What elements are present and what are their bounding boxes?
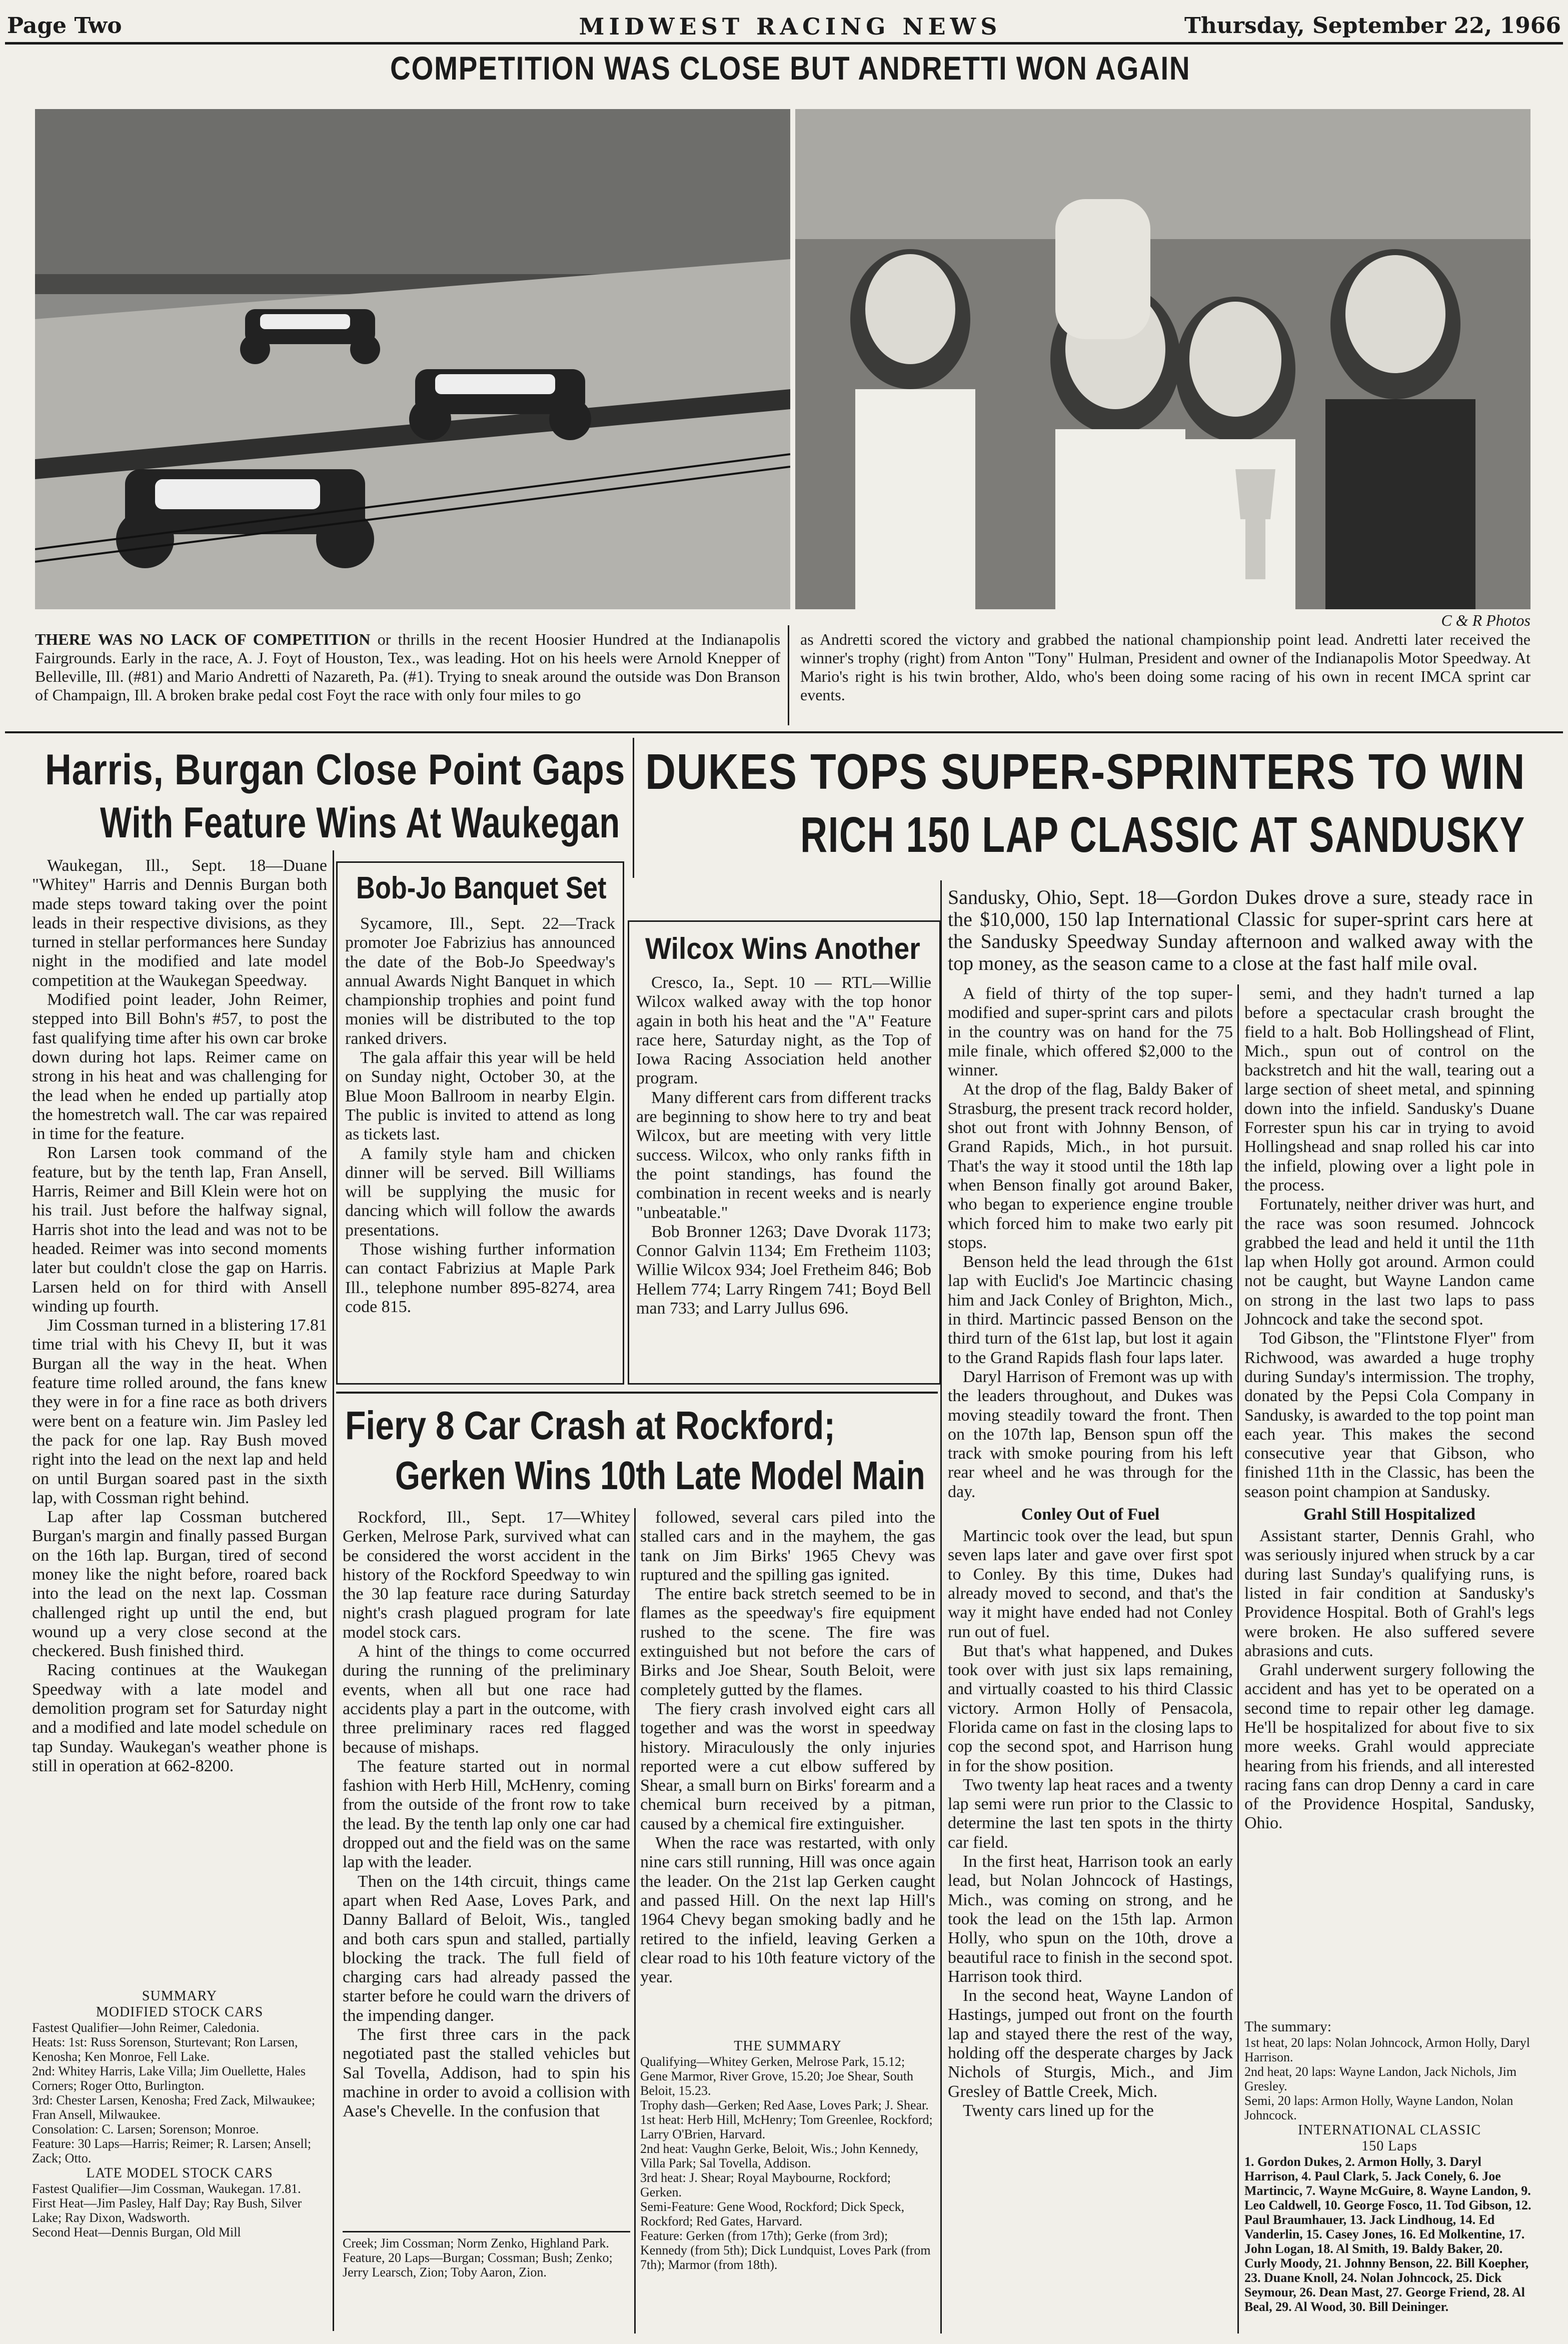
bobjo-article [345, 914, 615, 1375]
summary-title: THE SUMMARY [734, 2038, 842, 2054]
waukegan-headline-1: Harris, Burgan Close Point Gaps [45, 746, 626, 794]
section-rule [5, 731, 1563, 733]
sandusky-paragraph: At the drop of the flag, Baldy Baker of Strasburg, the present track record holder, shot out front with Johnny Benson, of Grand Rapids, Mich., in hot pursuit. That's the way it stood until the 18th lap when Benson finally got around Baker, who began to experience engine trouble which forced him to make two early pit stops. [948, 1080, 1233, 1252]
sandusky-paragraph: In the second heat, Wayne Landon of Hastings, jumped out front on the fourth lap and stayed there the rest of the way, holding off the desperate charges by Jack Nichols of Sturgis, Mich., and Jim Gresley of Battle Creek, Mich. [948, 1986, 1233, 2101]
bobjo-paragraph: The gala affair this year will be held on Sunday night, October 30, at the Blue Moon Ballroom in nearby Elgin. The public is invited to attend as long as tickets last. [345, 1048, 615, 1144]
rockford-rule [336, 1392, 938, 1394]
sandusky-headline-1: DUKES TOPS SUPER-SPRINTERS TO WIN [645, 744, 1526, 800]
wilcox-paragraph: Bob Bronner 1263; Dave Dvorak 1173; Connor Galvin 1134; Em Fretheim 1103; Willie Wilcox 934; Joel Fretheim 846; Bob Hellem 774; Larry Ringem 741; Boyd Bell man 733; and Larry Jullus 696. [636, 1222, 931, 1318]
wilcox-paragraph: Cresco, Ia., Sept. 10 — RTL—Willie Wilcox walked away with the top honor again in both his heat and the "A" Feature race here, Saturday night, as the Top of Iowa Racing Association held another program. [636, 973, 931, 1088]
newspaper-name: MIDWEST RACING NEWS [579, 13, 1002, 40]
summary-line: Second Heat—Dennis Burgan, Old Mill [32, 2225, 241, 2239]
photo-trophy-presentation [795, 109, 1530, 609]
column-divider [940, 880, 942, 2333]
rockford-paragraph: The entire back stretch seemed to be in flames as the speedway's fire equipment rushed to the scene. The fire was extinguished but not before the cars of Birks and Joe Shear, South Beloit, were completely gutted by the flames. [640, 1585, 935, 1699]
wilcox-article [636, 973, 931, 1377]
masthead [0, 0, 1568, 42]
bobjo-headline: Bob-Jo Banquet Set [356, 871, 607, 905]
photo-race-cars [35, 109, 790, 609]
summary-line: Qualifying—Whitey Gerken, Melrose Park, 15.12; Gene Marmor, River Grove, 15.20; Joe Shear, South Beloit, 15.23. [640, 2054, 913, 2098]
photo-credit: C & R Photos [1441, 611, 1530, 629]
photo-feature-headline: COMPETITION WAS CLOSE BUT ANDRETTI WON AGAIN [390, 50, 1191, 87]
sandusky-paragraph: A field of thirty of the top super-modified and super-sprint cars and pilots in the country was on hand for the 75 mile finale, which offered $2,000 to the winner. [948, 984, 1233, 1080]
sandusky-paragraph: Fortunately, neither driver was hurt, and the race was soon resumed. Johncock grabbed the lead and held it until the 11th lap when Holly got around. Armon could not be caught, but Wayne Landon came on strong in the last two laps to pass Johncock and take the second spot. [1244, 1195, 1534, 1329]
summary-line: Semi, 20 laps: Armon Holly, Wayne Landon, Nolan Johncock. [1244, 2093, 1513, 2122]
column-divider [333, 850, 334, 2331]
sandusky-paragraph: Two twenty lap heat races and a twenty lap semi were run prior to the Classic to determine the last ten spots in the thirty car field. [948, 1775, 1233, 1852]
photo-caption-right: as Andretti scored the victory and grabbed the national championship point lead. Andretti later received the winner's trophy (right) from Anton "Tony" Hulman, President and owner of the Indianapolis Motor Speedway. At Mario's right is his twin brother, Aldo, who's been doing some racing of his own in recent IMCA sprint car events. [800, 630, 1530, 704]
sandusky-paragraph: Assistant starter, Dennis Grahl, who was seriously injured when struck by a car during last Sunday's qualifying runs, is listed in fair condition at Sandusky's Providence Hospital. Both of Grahl's legs were broken. He also suffered severe abrasions and cuts. [1244, 1527, 1534, 1660]
summary-line: Heats: 1st: Russ Sorenson, Sturtevant; Ron Larsen, Kenosha; Ken Monroe, Fell Lake. [32, 2035, 298, 2064]
rockford-summary [640, 2038, 935, 2333]
rockford-article-col2 [640, 1508, 935, 2033]
waukegan-paragraph: Modified point leader, John Reimer, stepped into Bill Bohn's #57, to post the fast qualifying time after his own car broke down during hot laps. Reimer came on strong in his heat and was challenging for the lead when he ended up partially atop the homestretch wall. The car was repaired in time for the feature. [32, 990, 327, 1143]
summary-line: 2nd heat, 20 laps: Wayne Landon, Jack Nichols, Jim Gresley. [1244, 2064, 1517, 2093]
wilcox-paragraph: Many different cars from different tracks are beginning to show here to try and beat Wilcox, but are meeting with very little success. Wilcox, who only ranks fifth in the point standings, has found the combination in recent weeks and is nearly "unbeatable." [636, 1088, 931, 1222]
summary-line: 2nd: Whitey Harris, Lake Villa; Jim Ouellette, Hales Corners; Roger Otto, Burlington. [32, 2064, 306, 2093]
sandusky-summary [1244, 2018, 1534, 2333]
column-divider [1237, 984, 1239, 2333]
summary-line: Consolation: C. Larsen; Sorenson; Monroe. [32, 2122, 259, 2136]
rockford-article-col1 [343, 1508, 630, 2228]
sandusky-paragraph: Grahl underwent surgery following the accident and has yet to be operated on a second time to repair other leg damage. He'll be hospitalized for about five to six more weeks. Grahl would appreciate hearing from his friends, and all interested racing fans can drop Denny a card in care of the Providence Hospital, Sandusky, Ohio. [1244, 1661, 1534, 1833]
sandusky-paragraph: Twenty cars lined up for the [963, 2101, 1154, 2120]
rockford-paragraph: Rockford, Ill., Sept. 17—Whitey Gerken, Melrose Park, survived what can be considered the worst accident in the history of the Rockford Speedway to win the 30 lap feature race during Saturday night's crash plagued program for late model stock cars. [343, 1508, 630, 1642]
subhead-grahl: Grahl Still Hospitalized [1303, 1505, 1475, 1524]
sandusky-lead: Sandusky, Ohio, Sept. 18—Gordon Dukes drove a sure, steady race in the $10,000, 150 lap International Classic for super-sprint cars here at the Sandusky Speedway Sunday afternoon and walked away with the top money, as the season came to a close at the fast half mile oval. [948, 886, 1533, 974]
summary-late-title: LATE MODEL STOCK CARS [86, 2165, 273, 2181]
wilcox-headline: Wilcox Wins Another [645, 932, 920, 965]
summary-line: 3rd heat: J. Shear; Royal Maybourne, Rockford; Gerken. [640, 2170, 891, 2199]
waukegan-article [32, 856, 327, 1979]
masthead-rule [5, 42, 1563, 45]
summary-line: Creek; Jim Cossman; Norm Zenko, Highland Park. [343, 2236, 609, 2250]
rockford-paragraph: Then on the 14th circuit, things came apart when Red Aase, Loves Park, and Danny Ballard of Beloit, Wis., tangled and both cars spun and stalled, partially blocking the track. The full field of charging cars had already passed the starter before he could warn the drivers of the impending danger. [343, 1872, 630, 2025]
issue-date: Thursday, September 22, 1966 [1184, 13, 1561, 39]
rockford-tail-rule [343, 2231, 630, 2232]
caption-left-text: or thrills in the recent Hoosier Hundred at the Indianapolis Fairgrounds. Early in the race, A. J. Foyt of Houston, Tex., was leading. Hot on his heels were Arnold Knepper of Belleville, Ill. (#81) and Mario Andretti of Nazareth, Pa. (#1). Trying to sneak around the outside was Don Branson of Champaign, Ill. A broken brake pedal cost Foyt the race with only four miles to go [35, 630, 781, 704]
page-number: Page Two [7, 13, 122, 39]
bobjo-paragraph: A family style ham and chicken dinner will be served. Bill Williams will be supplying the music for dancing which will follow the awards presentations. [345, 1144, 615, 1240]
summary-modified-title: MODIFIED STOCK CARS [96, 2004, 264, 2020]
sandusky-paragraph: In the first heat, Harrison took an early lead, but Nolan Johncock of Hastings, Mich., was coming on strong, and he took the lead on the 15th lap. Armon Holly, who spun on the 10th, drove a beautiful race to finish in the second spot. Harrison took third. [948, 1852, 1233, 1986]
rockford-paragraph: The feature started out in normal fashion with Herb Hill, McHenry, coming from the outside of the front row to take the lead. By the tenth lap only one car had dropped out and the field was on the same lap with the leader. [343, 1757, 630, 1872]
rockford-headline-2: Gerken Wins 10th Late Model Main [395, 1453, 925, 1498]
photo-caption-left [35, 630, 780, 704]
waukegan-summary [32, 1988, 327, 2333]
rockford-paragraph: The fiery crash involved eight cars all together and was the worst in speedway history. Miraculously the only injuries reported were a cut elbow suffered by Shear, a small burn on Birks' forearm and a chemical burn received by a pitman, caused by a chemical fire extinguisher. [640, 1699, 935, 1833]
summary-line: Feature, 20 Laps—Burgan; Cossman; Bush; Zenko; Jerry Learsch, Zion; Toby Aaron, Zion. [343, 2250, 613, 2279]
bobjo-paragraph: Sycamore, Ill., Sept. 22—Track promoter Joe Fabrizius has announced the date of the Bob-Jo Speedway's annual Awards Night Banquet in which championship trophies and point fund monies will be distributed to the top ranked drivers. [345, 914, 615, 1048]
summary-intro: The summary: [1244, 2018, 1332, 2035]
column-divider [634, 1508, 636, 2333]
rockford-paragraph: A hint of the things to come occurred during the running of the preliminary events, when all but one race had accidents play a part in the outcome, with three preliminary races red flagged because of mishaps. [343, 1642, 630, 1757]
summary-line: Feature: Gerken (from 17th); Gerke (from 3rd); Kennedy (from 5th); Dick Lundquist, Loves Park (from 7th); Marmor (from 18th). [640, 2228, 931, 2272]
sandusky-headline-2: RICH 150 LAP CLASSIC AT SANDUSKY [800, 807, 1525, 863]
sandusky-paragraph: semi, and they hadn't turned a lap before a spectacular crash brought the field to a halt. Bob Hollingshead of Flint, Mich., spun out of control on the backstretch and hit the wall, tearing out a large section of sheet metal, and spinning down into the infield. Sandusky's Duane Forrester spun his car in trying to avoid Hollingshead and snap rolled his car into the infield, plowing over a light pole in the process. [1244, 984, 1534, 1195]
classic-subtitle: 150 Laps [1361, 2138, 1417, 2154]
waukegan-paragraph: Racing continues at the Waukegan Speedway with a late model and demolition program set for Saturday night and a modified and late model schedule on tap Sunday. Waukegan's weather phone is still in operation at 662-8200. [32, 1661, 327, 1775]
sandusky-paragraph: Daryl Harrison of Fremont was up with the leaders throughout, and Dukes was moving steadily toward the front. Then on the 107th lap, Benson spun off the track with smoke pouring from his left rear wheel and he was through for the day. [948, 1367, 1233, 1501]
classic-results: 1. Gordon Dukes, 2. Armon Holly, 3. Daryl Harrison, 4. Paul Clark, 5. Jack Conely, 6. Joe Martincic, 7. Wayne McGuire, 8. Wayne Landon, 9. Leo Caldwell, 10. George Fosco, 11. Tod Gibson, 12. Paul Braumhauer, 13. Jack Lindhoug, 14. Ed Vanderlin, 15. Casey Jones, 16. Ed Molkentine, 17. John Logan, 18. Al Smith, 19. Baldy Baker, 20. Curly Moody, 21. Johnny Benson, 22. Bill Koepher, 23. Duane Knoll, 24. Nolan Johncock, 25. Dick Seymour, 26. Dean Mast, 27. George Friend, 28. Al Beal, 29. Al Wood, 30. Bill Deininger. [1244, 2154, 1531, 2314]
rockford-paragraph: followed, several cars piled into the stalled cars and in the mayhem, the gas tank on Jim Birks' 1965 Chevy was ruptured and the spilling gas ignited. [640, 1508, 935, 1584]
sandusky-article-col2 [1244, 984, 1534, 2015]
waukegan-headline-2: With Feature Wins At Waukegan [100, 799, 620, 847]
caption-lead: THERE WAS NO LACK OF COMPETITION [35, 630, 371, 648]
rockford-headline-1: Fiery 8 Car Crash at Rockford; [345, 1403, 835, 1448]
bobjo-paragraph: Those wishing further information can contact Fabrizius at Maple Park Ill., telephone number 895-8274, area code 815. [345, 1240, 615, 1316]
summary-line: Fastest Qualifier—Jim Cossman, Waukegan. 17.81. [32, 2181, 301, 2196]
waukegan-summary-continued [343, 2236, 630, 2336]
classic-title: INTERNATIONAL CLASSIC [1297, 2122, 1481, 2138]
caption-divider [788, 625, 789, 725]
summary-line: 2nd heat: Vaughn Gerke, Beloit, Wis.; John Kennedy, Villa Park; Sal Tovella, Addison. [640, 2141, 918, 2170]
sandusky-paragraph: Tod Gibson, the "Flintstone Flyer" from Richwood, was awarded a huge trophy during Sunday's intermission. The trophy, donated by the Pepsi Cola Company in Sandusky, is awarded to the top point man each year. This makes the second consecutive year that Gibson, who finished 11th in the Classic, has been the season point champion at Sandusky. [1244, 1329, 1534, 1501]
sandusky-article-col1 [948, 984, 1233, 2333]
waukegan-paragraph: Ron Larsen took command of the feature, but by the tenth lap, Fran Ansell, Harris, Reimer and Bill Klein were hot on his trail. Just before the halfway signal, Harris shot into the lead and was not to be headed. Reimer was into second moments later but couldn't close the gap on Harris. Larsen held on for third with Ansell winding up fourth. [32, 1143, 327, 1316]
summary-line: 1st heat: Herb Hill, McHenry; Tom Greenlee, Rockford; Larry O'Brien, Harvard. [640, 2112, 933, 2141]
rockford-paragraph: The first three cars in the pack negotiated past the stalled vehicles but Sal Tovella, Addison, had to spin his machine in order to avoid a collision with Aase's Chevelle. In the confusion that [343, 2025, 630, 2121]
sandusky-paragraph: Martincic took over the lead, but spun seven laps later and gave over first spot to Conley. By this time, Dukes had already moved to second, and that's the way it might have ended had not Conley run out of fuel. [948, 1527, 1233, 1641]
summary-line: Fastest Qualifier—John Reimer, Caledonia. [32, 2020, 260, 2035]
subhead-conley: Conley Out of Fuel [1021, 1505, 1160, 1524]
summary-line: Semi-Feature: Gene Wood, Rockford; Dick Speck, Rockford; Red Gates, Harvard. [640, 2199, 905, 2228]
waukegan-paragraph: Lap after lap Cossman butchered Burgan's margin and finally passed Burgan on the 16th lap. Burgan, tired of second money like the night before, roared back into the lead on the next lap. Cossman challenged right up until the end, but wound up a very close second at the checkered. Bush finished third. [32, 1508, 327, 1661]
summary-line: First Heat—Jim Pasley, Half Day; Ray Bush, Silver Lake; Ray Dixon, Wadsworth. [32, 2196, 302, 2225]
summary-title: SUMMARY [142, 1988, 218, 2004]
rockford-paragraph: When the race was restarted, with only nine cars still running, Hill was once again the leader. On the 21st lap Gerken caught and passed Hill. On the next lap Hill's 1964 Chevy began smoking badly and he retired to the infield, leaving Gerken a clear road to his 10th feature victory of the year. [640, 1834, 935, 1987]
summary-line: Trophy dash—Gerken; Red Aase, Loves Park; J. Shear. [640, 2098, 929, 2112]
sandusky-paragraph: But that's what happened, and Dukes took over with just six laps remaining, and virtually coasted to his third Classic victory. Armon Holly of Pensacola, Florida came on fast in the closing laps to cop the second spot, and Harrison hung in for the show position. [948, 1641, 1233, 1775]
headline-divider [633, 738, 634, 878]
summary-line: 3rd: Chester Larsen, Kenosha; Fred Zack, Milwaukee; Fran Ansell, Milwaukee. [32, 2093, 316, 2122]
summary-line: Feature: 30 Laps—Harris; Reimer; R. Larsen; Ansell; Zack; Otto. [32, 2136, 312, 2165]
waukegan-paragraph: Jim Cossman turned in a blistering 17.81 time trial with his Chevy II, but it was Burgan all the way in the heat. When feature time rolled around, the fans knew they were in for a fine race as both drivers were bent on a feature win. Jim Pasley led the pack for one lap. Ray Bush moved right into the lead on the next lap and held on until Burgan soared past in the sixth lap, with Cossman right behind. [32, 1316, 327, 1507]
summary-line: 1st heat, 20 laps: Nolan Johncock, Armon Holly, Daryl Harrison. [1244, 2035, 1530, 2064]
waukegan-paragraph: Waukegan, Ill., Sept. 18—Duane "Whitey" Harris and Dennis Burgan both made steps toward taking over the point leads in their respective divisions, as they turned in stellar performances here Sunday night in the modified and late model competition at the Waukegan Speedway. [32, 856, 327, 990]
sandusky-paragraph: Benson held the lead through the 61st lap with Euclid's Joe Martincic chasing him and Jack Conley of Brighton, Mich., in third. Martincic passed Benson on the third turn of the 61st lap, but lost it again to the Grand Rapids flash four laps later. [948, 1253, 1233, 1367]
